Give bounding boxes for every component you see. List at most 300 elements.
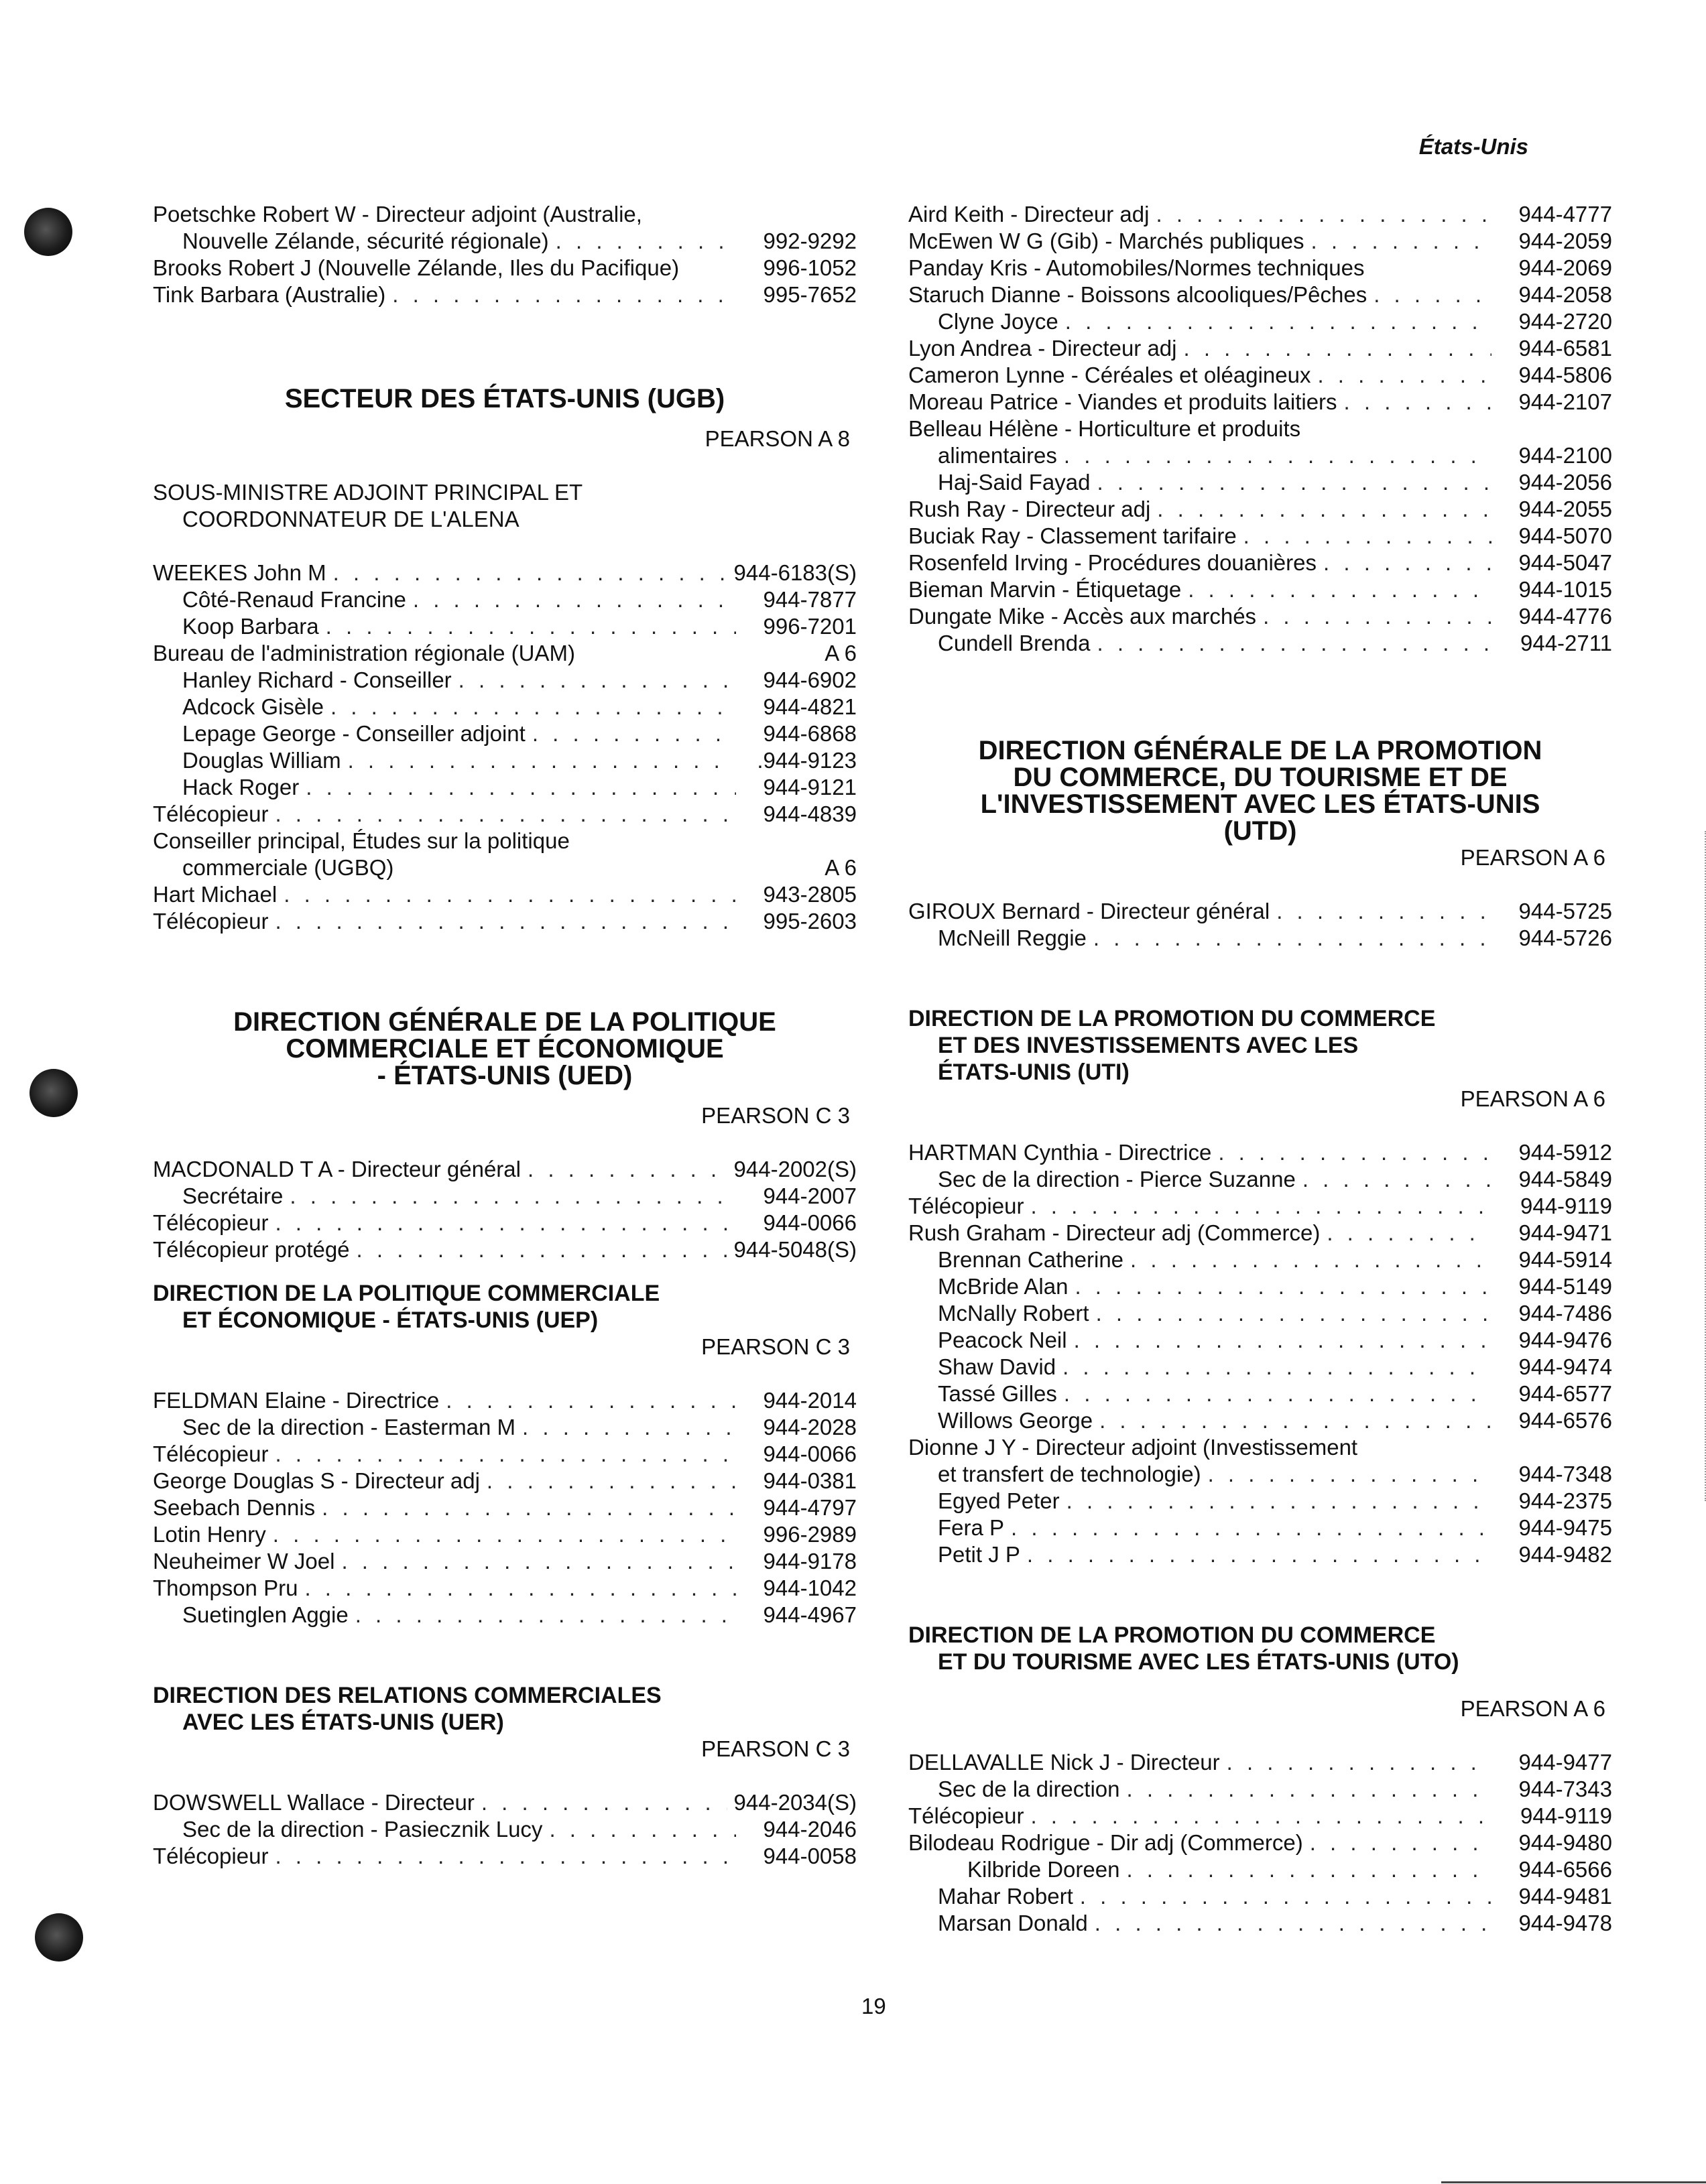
leader-dots [306, 774, 736, 801]
leader-dots [1130, 1246, 1491, 1273]
ued-list [153, 1156, 857, 1263]
entry-name: Sec de la direction [938, 1777, 1120, 1801]
entry-phone: 944-1042 [763, 1576, 857, 1600]
entry-name: Tassé Gilles [938, 1381, 1057, 1406]
directory-entry [908, 201, 1612, 228]
directory-entry [153, 694, 857, 720]
page-header: États-Unis [1418, 134, 1528, 159]
entry-phone: 944-2720 [1518, 309, 1612, 334]
title-line: DU COMMERCE, DU TOURISME ET DE [1013, 763, 1508, 792]
entry-name: Belleau Hélène - Horticulture et produits [908, 416, 1301, 441]
entry-name: Télécopieur [153, 1441, 269, 1466]
directory-entry [908, 1434, 1612, 1461]
entry-phone: 944-0381 [763, 1468, 857, 1493]
entry-name: Bieman Marvin - Étiquetage [908, 577, 1182, 602]
leader-dots [1067, 1488, 1491, 1515]
entry-name: Peacock Neil [938, 1328, 1067, 1352]
leader-dots [348, 747, 736, 774]
entry-name: Télécopieur [153, 909, 269, 934]
title-line: - ÉTATS-UNIS (UED) [377, 1061, 633, 1090]
leader-dots [1062, 1354, 1491, 1380]
directory-entry [908, 335, 1612, 362]
entry-name: Rush Ray - Directeur adj [908, 497, 1151, 521]
leader-dots [1208, 1461, 1491, 1488]
location-uto: PEARSON A 6 [1460, 1696, 1605, 1721]
entry-phone: 944-5912 [1518, 1140, 1612, 1165]
location-ued: PEARSON C 3 [701, 1103, 850, 1128]
entry-phone: 944-2014 [763, 1388, 857, 1413]
entry-name: Cundell Brenda [938, 631, 1091, 655]
leader-dots [1374, 281, 1491, 308]
directory-entry [153, 828, 857, 854]
entry-phone: 944-6581 [1518, 336, 1612, 361]
binder-hole-top [24, 208, 72, 256]
leader-dots [1064, 1380, 1491, 1407]
entry-phone: 944-6902 [763, 667, 857, 692]
directory-entry [153, 1575, 857, 1602]
entry-name: FELDMAN Elaine - Directrice [153, 1388, 440, 1413]
entry-phone: 944-5806 [1518, 363, 1612, 387]
entry-name: Télécopieur [153, 801, 269, 826]
entry-name: Télécopieur [153, 1210, 269, 1235]
entry-name: Télécopieur [908, 1803, 1024, 1828]
entry-name: Nouvelle Zélande, sécurité régionale) [182, 229, 549, 253]
entry-name: Sec de la direction - Pasiecznik Lucy [182, 1817, 543, 1842]
title-line: DIRECTION DE LA POLITIQUE COMMERCIALE [153, 1281, 660, 1306]
entry-phone: 944-9476 [1518, 1328, 1612, 1352]
section-title-uti [908, 1005, 1612, 1086]
entry-phone: 944-6577 [1518, 1381, 1612, 1406]
directory-entry [153, 1789, 857, 1816]
directory-entry [153, 201, 857, 228]
entry-phone: 944-9119 [1520, 1194, 1612, 1218]
uti-list [908, 1139, 1612, 1568]
leader-dots [330, 694, 736, 720]
leader-dots [275, 908, 736, 935]
entry-phone: 944-5149 [1518, 1274, 1612, 1299]
leader-dots [549, 1816, 736, 1843]
title-line: DIRECTION DE LA PROMOTION DU COMMERCE [908, 1006, 1436, 1031]
entry-phone: 944-6566 [1518, 1857, 1612, 1882]
entry-name: Télécopieur protégé [153, 1237, 350, 1262]
entry-phone: 944-7877 [763, 587, 857, 612]
entry-name: Lyon Andrea - Directeur adj [908, 336, 1177, 361]
entry-phone: 944-0066 [763, 1441, 857, 1466]
title-line: DIRECTION GÉNÉRALE DE LA PROMOTION [978, 736, 1542, 765]
leader-dots [1218, 1139, 1491, 1166]
directory-entry [908, 1776, 1612, 1803]
leader-dots [1027, 1541, 1491, 1568]
entry-name: Staruch Dianne - Boissons alcooliques/Pêches [908, 282, 1367, 307]
directory-entry [153, 640, 857, 667]
entry-name: MACDONALD T A - Directeur général [153, 1157, 521, 1181]
entry-phone: 944-2007 [763, 1183, 857, 1208]
entry-name: Shaw David [938, 1354, 1056, 1379]
entry-phone: 944-7348 [1518, 1462, 1612, 1486]
title-line: (UTD) [1223, 816, 1297, 846]
directory-entry [153, 667, 857, 694]
leader-dots [357, 1236, 727, 1263]
directory-entry [908, 898, 1612, 925]
leader-dots [1095, 1910, 1491, 1937]
directory-entry [153, 1210, 857, 1236]
uto-list [908, 1749, 1612, 1937]
entry-name: McNally Robert [938, 1301, 1089, 1326]
entry-name: Rosenfeld Irving - Procédures douanières [908, 550, 1317, 575]
leader-dots [1184, 335, 1492, 362]
leader-dots [1097, 469, 1491, 496]
section-title-uto [908, 1622, 1612, 1675]
leader-dots [341, 1548, 736, 1575]
directory-entry [153, 255, 857, 281]
directory-entry [908, 1515, 1612, 1541]
directory-entry [908, 442, 1612, 469]
entry-name: Télécopieur [153, 1844, 269, 1868]
directory-entry [908, 1193, 1612, 1220]
directory-entry [153, 1602, 857, 1628]
title-line: ET DU TOURISME AVEC LES ÉTATS-UNIS (UTO) [938, 1649, 1459, 1675]
directory-entry [908, 1541, 1612, 1568]
leader-dots [487, 1468, 736, 1494]
title-line: DIRECTION DE LA PROMOTION DU COMMERCE [908, 1622, 1436, 1648]
leader-dots [392, 281, 736, 308]
entry-name: Clyne Joyce [938, 309, 1058, 334]
entry-phone: 944-6868 [763, 721, 857, 746]
leader-dots [522, 1414, 736, 1441]
entry-name: Douglas William [182, 748, 341, 773]
directory-entry [908, 1380, 1612, 1407]
entry-name: WEEKES John M [153, 560, 326, 585]
entry-name: Lotin Henry [153, 1522, 266, 1547]
directory-entry [153, 1156, 857, 1183]
leader-dots [275, 1441, 736, 1468]
entry-phone: 944-4776 [1518, 604, 1612, 629]
entry-phone: 944-2059 [1518, 229, 1612, 253]
entry-phone: 944-4821 [763, 694, 857, 719]
utd-list [908, 898, 1612, 952]
leader-dots [1097, 630, 1492, 657]
directory-entry [908, 228, 1612, 255]
leader-dots [1126, 1856, 1491, 1883]
leader-dots [1074, 1327, 1491, 1354]
leader-dots [275, 1843, 736, 1870]
entry-name: Buciak Ray - Classement tarifaire [908, 523, 1237, 548]
directory-entry [153, 1494, 857, 1521]
leader-dots [1276, 898, 1491, 925]
entry-name: DELLAVALLE Nick J - Directeur [908, 1750, 1220, 1775]
entry-phone: 996-7201 [763, 614, 857, 639]
entry-phone: 944-5914 [1518, 1247, 1612, 1272]
entry-name: et transfert de technologie) [938, 1462, 1201, 1486]
leader-dots [333, 560, 727, 586]
directory-entry [908, 362, 1612, 389]
location-uti: PEARSON A 6 [1460, 1086, 1605, 1111]
entry-name: DOWSWELL Wallace - Directeur [153, 1790, 475, 1815]
right-top-list [908, 201, 1612, 657]
entry-name: GIROUX Bernard - Directeur général [908, 899, 1270, 923]
directory-entry [908, 1910, 1612, 1937]
entry-phone: 944-0058 [763, 1844, 857, 1868]
leader-dots [326, 613, 736, 640]
binder-hole-bottom [35, 1913, 83, 1962]
directory-entry [908, 1488, 1612, 1515]
entry-name: Dungate Mike - Accès aux marchés [908, 604, 1257, 629]
directory-entry [908, 469, 1612, 496]
directory-entry [153, 747, 857, 774]
directory-entry [153, 560, 857, 586]
entry-phone: 944-5726 [1518, 925, 1612, 950]
entry-name: alimentaires [938, 443, 1057, 468]
directory-entry [153, 908, 857, 935]
location-ugb: PEARSON A 8 [705, 426, 850, 451]
directory-entry [908, 496, 1612, 523]
entry-phone: 944-7343 [1518, 1777, 1612, 1801]
directory-entry [153, 228, 857, 255]
leader-dots [1064, 442, 1491, 469]
leader-dots [290, 1183, 736, 1210]
entry-phone: A 6 [825, 641, 857, 665]
leader-dots [322, 1494, 736, 1521]
leader-dots [1080, 1883, 1491, 1910]
directory-entry [908, 1856, 1612, 1883]
leader-dots [1030, 1803, 1491, 1829]
directory-entry [908, 308, 1612, 335]
entry-name: Rush Graham - Directeur adj (Commerce) [908, 1220, 1321, 1245]
leader-dots [1093, 925, 1491, 952]
entry-phone: .944-9123 [757, 748, 857, 773]
entry-phone: 944-9475 [1518, 1515, 1612, 1540]
entry-name: McEwen W G (Gib) - Marchés publiques [908, 229, 1304, 253]
directory-entry [153, 1236, 857, 1263]
title-line: ÉTATS-UNIS (UTI) [938, 1059, 1130, 1085]
directory-entry [908, 1139, 1612, 1166]
entry-phone: 944-5725 [1518, 899, 1612, 923]
section-title-uep [153, 1280, 857, 1334]
leader-dots [1030, 1193, 1491, 1220]
entry-name: Lepage George - Conseiller adjoint [182, 721, 526, 746]
leader-dots [532, 720, 736, 747]
page-number: 19 [861, 1994, 886, 2018]
leader-dots [1263, 603, 1491, 630]
entry-phone: 944-4839 [763, 801, 857, 826]
entry-phone: 996-1052 [763, 255, 857, 280]
entry-phone: 944-2034(S) [733, 1790, 857, 1815]
location-uer: PEARSON C 3 [701, 1736, 850, 1761]
leader-dots [556, 228, 736, 255]
entry-name: Bureau de l'administration régionale (UAM) [153, 641, 575, 665]
leader-dots [1327, 1220, 1491, 1246]
title-line: ET DES INVESTISSEMENTS AVEC LES [938, 1033, 1359, 1058]
directory-entry [153, 1414, 857, 1441]
directory-entry [153, 720, 857, 747]
leader-dots [413, 586, 736, 613]
entry-name: George Douglas S - Directeur adj [153, 1468, 480, 1493]
entry-phone: 995-2603 [763, 909, 857, 934]
directory-entry [153, 1468, 857, 1494]
entry-phone: 944-9480 [1518, 1830, 1612, 1855]
entry-phone: 944-5047 [1518, 550, 1612, 575]
directory-entry [153, 1843, 857, 1870]
entry-name: Cameron Lynne - Céréales et oléagineux [908, 363, 1311, 387]
entry-phone: 944-2028 [763, 1415, 857, 1439]
title-line: DIRECTION GÉNÉRALE DE LA POLITIQUE [233, 1007, 776, 1037]
entry-phone: 944-2711 [1520, 631, 1612, 655]
leader-dots [1302, 1166, 1491, 1193]
entry-phone: 944-2100 [1518, 443, 1612, 468]
directory-entry [908, 1166, 1612, 1193]
entry-phone: 944-9482 [1518, 1542, 1612, 1567]
ugb-list [153, 560, 857, 935]
entry-phone: 944-5070 [1518, 523, 1612, 548]
entry-phone: 944-6576 [1518, 1408, 1612, 1433]
entry-phone: 944-9119 [1520, 1803, 1612, 1828]
entry-name: Neuheimer W Joel [153, 1549, 335, 1573]
directory-entry [908, 1354, 1612, 1380]
entry-phone: 944-2058 [1518, 282, 1612, 307]
entry-phone: 944-9474 [1518, 1354, 1612, 1379]
entry-name: Egyed Peter [938, 1488, 1060, 1513]
leader-dots [1075, 1273, 1491, 1300]
entry-name: Willows George [938, 1408, 1093, 1433]
leader-dots [1096, 1300, 1491, 1327]
entry-name: Conseiller principal, Études sur la politique [153, 828, 570, 853]
entry-name: Sec de la direction - Pierce Suzanne [938, 1167, 1296, 1192]
entry-phone: 944-2069 [1518, 255, 1612, 280]
entry-phone: 944-2046 [763, 1817, 857, 1842]
title-line: L'INVESTISSEMENT AVEC LES ÉTATS-UNIS [980, 789, 1540, 819]
directory-entry [908, 550, 1612, 576]
directory-entry [908, 1461, 1612, 1488]
leader-dots [1157, 496, 1491, 523]
directory-entry [908, 603, 1612, 630]
directory-entry [908, 255, 1612, 281]
leader-dots [1344, 389, 1491, 415]
entry-phone: 944-9471 [1518, 1220, 1612, 1245]
directory-entry [153, 1183, 857, 1210]
entry-phone: 944-9481 [1518, 1884, 1612, 1909]
entry-phone: 944-2002(S) [733, 1157, 857, 1181]
directory-entry [908, 925, 1612, 952]
footer-rule [1441, 2181, 1706, 2183]
leader-dots [1156, 201, 1491, 228]
entry-name: Secrétaire [182, 1183, 284, 1208]
entry-phone: 992-9292 [763, 229, 857, 253]
entry-name: Kilbride Doreen [967, 1857, 1120, 1882]
entry-name: Mahar Robert [938, 1884, 1073, 1909]
directory-entry [908, 1246, 1612, 1273]
entry-phone: 995-7652 [763, 282, 857, 307]
directory-entry [908, 1327, 1612, 1354]
leader-dots [1311, 228, 1491, 255]
title-line: DIRECTION DES RELATIONS COMMERCIALES [153, 1683, 662, 1708]
entry-name: Marsan Donald [938, 1911, 1088, 1935]
entry-name: Adcock Gisèle [182, 694, 324, 719]
leader-dots [1243, 523, 1491, 550]
entry-phone: 944-2375 [1518, 1488, 1612, 1513]
entry-name: Koop Barbara [182, 614, 319, 639]
leader-dots [1227, 1749, 1491, 1776]
leader-dots [446, 1387, 736, 1414]
entry-name: Bilodeau Rodrigue - Dir adj (Commerce) [908, 1830, 1303, 1855]
entry-phone: 944-9178 [763, 1549, 857, 1573]
uer-list [153, 1789, 857, 1870]
entry-phone: A 6 [825, 855, 857, 880]
entry-phone: 944-4797 [763, 1495, 857, 1520]
subtitle-line-2: COORDONNATEUR DE L'ALENA [182, 507, 520, 531]
directory-entry [153, 586, 857, 613]
directory-entry [908, 1300, 1612, 1327]
entry-name: Fera P [938, 1515, 1005, 1540]
section-title-uer [153, 1682, 857, 1736]
entry-name: Télécopieur [908, 1194, 1024, 1218]
entry-name: Dionne J Y - Directeur adjoint (Investissement [908, 1435, 1358, 1460]
entry-phone: 944-2055 [1518, 497, 1612, 521]
entry-phone: 996-2989 [763, 1522, 857, 1547]
directory-entry [908, 281, 1612, 308]
directory-entry [153, 1816, 857, 1843]
leader-dots [1317, 362, 1491, 389]
entry-phone: 944-4967 [763, 1602, 857, 1627]
entry-name: commerciale (UGBQ) [182, 855, 394, 880]
leader-dots [1323, 550, 1491, 576]
entry-name: Thompson Pru [153, 1576, 298, 1600]
entry-name: Brooks Robert J (Nouvelle Zélande, Iles du Pacifique) [153, 255, 680, 280]
leader-dots [355, 1602, 736, 1628]
directory-entry [153, 774, 857, 801]
entry-name: McNeill Reggie [938, 925, 1087, 950]
entry-phone: 944-7486 [1518, 1301, 1612, 1326]
entry-phone: 943-2805 [763, 882, 857, 907]
leader-dots [275, 801, 736, 828]
entry-name: Aird Keith - Directeur adj [908, 202, 1150, 227]
directory-entry [908, 1883, 1612, 1910]
uep-list [153, 1387, 857, 1628]
entry-name: Côté-Renaud Francine [182, 587, 406, 612]
leader-dots [273, 1521, 736, 1548]
leader-dots [1310, 1829, 1491, 1856]
directory-entry [153, 1441, 857, 1468]
entry-name: Brennan Catherine [938, 1247, 1124, 1272]
entry-name: Seebach Dennis [153, 1495, 316, 1520]
leader-dots [275, 1210, 736, 1236]
directory-entry [153, 1387, 857, 1414]
entry-name: Moreau Patrice - Viandes et produits laitiers [908, 389, 1337, 414]
directory-entry [153, 281, 857, 308]
entry-name: McBride Alan [938, 1274, 1069, 1299]
directory-entry [908, 389, 1612, 415]
entry-name: Tink Barbara (Australie) [153, 282, 386, 307]
entry-name: Panday Kris - Automobiles/Normes techniques [908, 255, 1365, 280]
directory-entry [908, 1749, 1612, 1776]
title-line: COMMERCIALE ET ÉCONOMIQUE [286, 1034, 724, 1064]
directory-entry [153, 1521, 857, 1548]
entry-phone: 944-2056 [1518, 470, 1612, 495]
entry-phone: 944-2107 [1518, 389, 1612, 414]
entry-name: Hack Roger [182, 775, 300, 799]
directory-entry [153, 801, 857, 828]
right-column [908, 201, 1612, 1937]
directory-entry [153, 881, 857, 908]
entry-name: Hanley Richard - Conseiller [182, 667, 452, 692]
entry-name: Sec de la direction - Easterman M [182, 1415, 516, 1439]
leader-dots [304, 1575, 736, 1602]
location-utd: PEARSON A 6 [1460, 845, 1605, 870]
leader-dots [481, 1789, 727, 1816]
entry-name: Suetinglen Aggie [182, 1602, 349, 1627]
directory-entry [908, 523, 1612, 550]
entry-phone: 944-5048(S) [733, 1237, 857, 1262]
leader-dots [1065, 308, 1491, 335]
